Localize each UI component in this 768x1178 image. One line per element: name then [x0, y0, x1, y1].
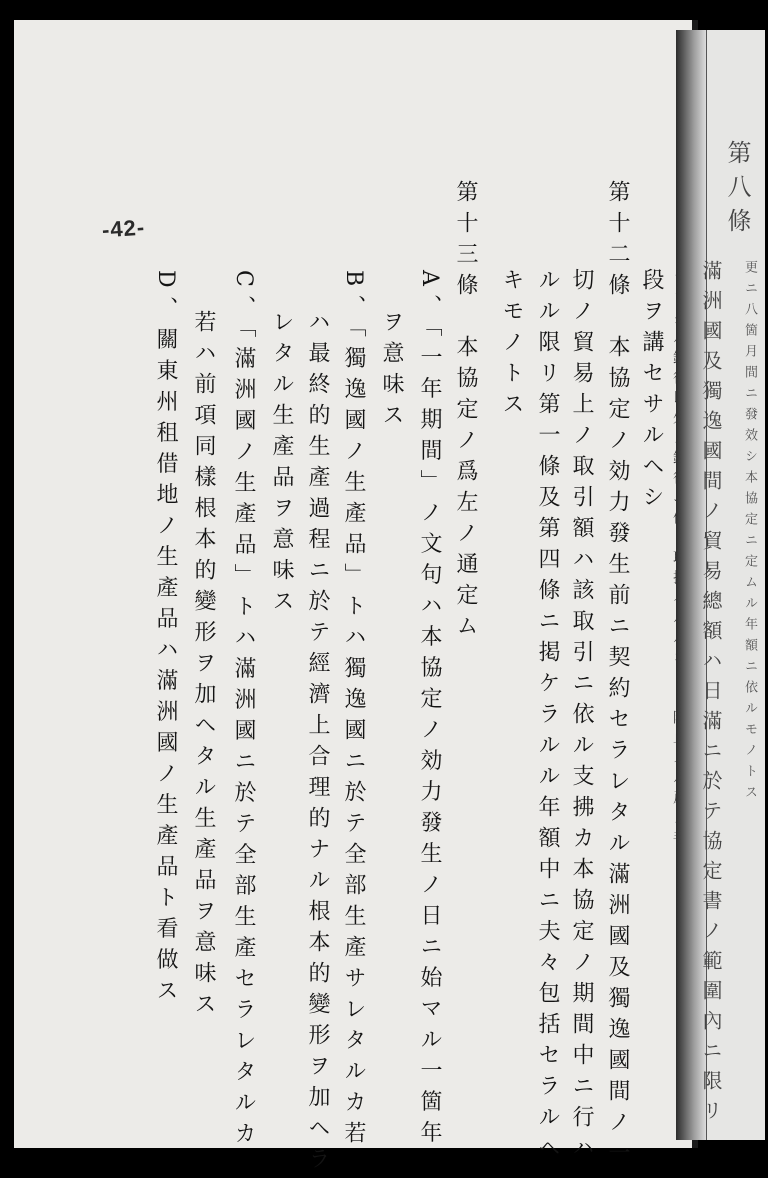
article-13-heading: 第十三條 本協定ノ爲左ノ通定ム	[453, 180, 478, 645]
text-column: キモノトス	[499, 268, 524, 423]
adjacent-text-column: 滿洲國及獨逸國間ノ貿易總額ハ日滿ニ於テ協定書ノ範圍內ニ限リ	[699, 260, 723, 1130]
text-column: 切ノ貿易上ノ取引額ハ該取引ニ依ル支拂カ本協定ノ期間中ニ行ハ	[569, 268, 594, 1167]
item-a: A、「一年期間」ノ文句ハ本協定ノ効力發生ノ日ニ始マル一箇年	[417, 270, 442, 1152]
text-column: ヲ意味ス	[379, 310, 404, 434]
document-page	[14, 20, 698, 1178]
text-column: ハ最終的生產過程ニ於テ經濟上合理的ナル根本的變形ヲ加ヘラ	[305, 310, 330, 1178]
text-column: 段ヲ講セサルヘシ	[639, 268, 664, 516]
item-c: C、「滿洲國ノ生產品」トハ滿洲國ニ於テ全部生產セラレタルカ	[231, 270, 256, 1153]
text-column: ルル限リ第一條及第四條ニ掲ケラルル年額中ニ夫々包括セラルヘ	[535, 268, 560, 1167]
text-column: レタル生產品ヲ意味ス	[269, 310, 294, 620]
adjacent-text-column: 更ニ八箇月間ニ發效シ本協定ニ定ムル年額ニ依ルモノトス	[742, 260, 757, 806]
item-d: D、關東州租借地ノ生產品ハ滿洲國ノ生產品ト看做ス	[153, 270, 178, 1010]
item-b: B、「獨逸國ノ生產品」トハ獨逸國ニ於テ全部生產サレタルカ若	[341, 270, 366, 1153]
adjacent-page	[699, 30, 765, 1140]
page-number: -42-	[101, 214, 146, 243]
text-column: 若ハ前項同樣根本的變形ヲ加ヘタル生產品ヲ意味ス	[191, 310, 216, 1023]
adjacent-heading: 第八條	[723, 140, 751, 242]
article-12-heading: 第十二條 本協定ノ効力發生前ニ契約セラレタル滿洲國及獨逸國間ノ一	[605, 180, 630, 1172]
